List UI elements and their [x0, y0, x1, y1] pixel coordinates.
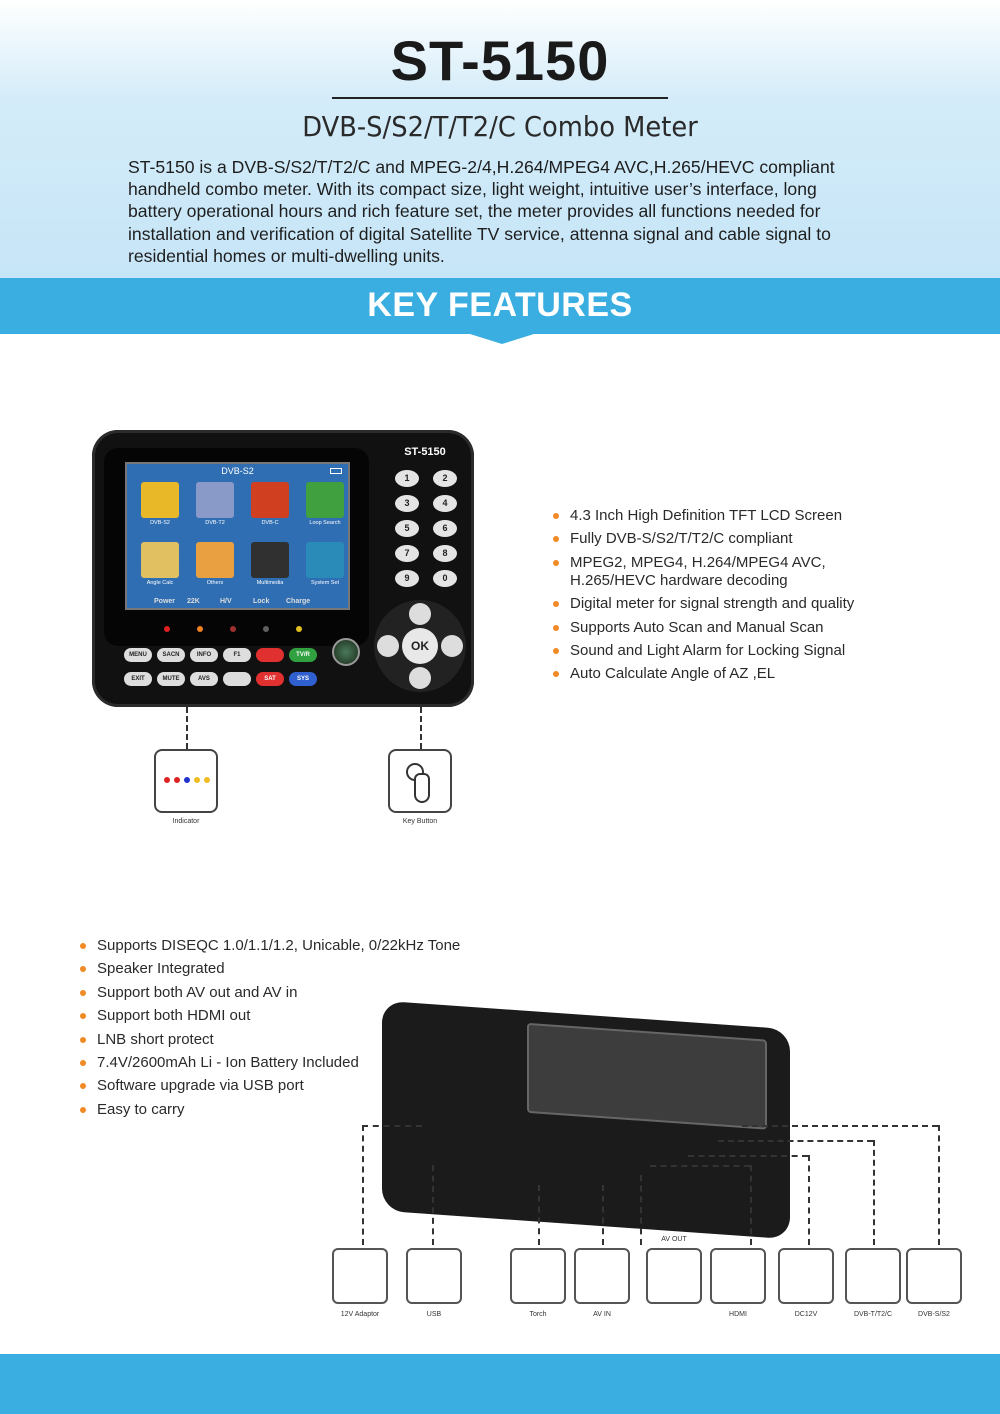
number-key: 0 [433, 570, 457, 587]
indicator-label: 22K [187, 598, 200, 605]
number-key: 3 [395, 495, 419, 512]
menu-tile-icon [196, 482, 234, 518]
menu-tile-label: DVB-S2 [150, 520, 170, 526]
function-key: SACN [157, 648, 185, 662]
menu-tile-icon [251, 482, 289, 518]
accessory-icon [778, 1248, 834, 1304]
feature-item: Supports Auto Scan and Manual Scan [553, 619, 873, 637]
connector-line [718, 1140, 873, 1142]
function-key: F1 [223, 648, 251, 662]
accessory-icon [906, 1248, 962, 1304]
led-icon [204, 777, 210, 783]
connector-line [742, 1125, 938, 1127]
connector-line [688, 1155, 808, 1157]
indicator-label: Lock [253, 598, 270, 605]
led-icon [296, 626, 302, 632]
connector-line [750, 1165, 752, 1245]
lcd-screen-side [527, 1023, 767, 1130]
meter-side-image [382, 1001, 790, 1240]
key-leader-line [420, 707, 422, 749]
led-icon [197, 626, 203, 632]
menu-tile-label: Multimedia [256, 580, 284, 586]
number-key: 7 [395, 545, 419, 562]
meter-front-image [92, 430, 474, 707]
accessory-icon [406, 1248, 462, 1304]
band-notch [470, 334, 534, 344]
key-features-heading: KEY FEATURES [367, 286, 633, 324]
function-key: INFO [190, 648, 218, 662]
menu-tile-icon [251, 542, 289, 578]
indicator-leader-line [186, 707, 188, 749]
arrow-down-icon [409, 667, 431, 689]
screen-title: DVB-S2 [221, 466, 254, 476]
accessory-icon [332, 1248, 388, 1304]
connector-line [432, 1165, 434, 1245]
menu-tile-label: Angle Calc [146, 580, 174, 586]
arrow-right-icon [441, 635, 463, 657]
number-key: 8 [433, 545, 457, 562]
title-underline [332, 97, 668, 99]
hand-icon [414, 773, 430, 803]
ok-button: OK [402, 628, 438, 664]
number-key: 5 [395, 520, 419, 537]
connector-line [938, 1125, 940, 1245]
compass-icon [332, 638, 360, 666]
accessory-icon [510, 1248, 566, 1304]
accessory-caption: AV IN [593, 1311, 611, 1318]
menu-tile-label: System Set [310, 580, 340, 586]
function-key [256, 648, 284, 662]
feature-item: MPEG2, MPEG4, H.264/MPEG4 AVC, H.265/HEVC hardware decoding [553, 554, 873, 590]
accessory-caption: DVB-S/S2 [918, 1311, 950, 1318]
connector-line [362, 1125, 364, 1245]
connector-line [362, 1125, 422, 1127]
accessory-caption: HDMI [729, 1311, 747, 1318]
indicator-label: H/V [220, 598, 232, 605]
connector-line [602, 1185, 604, 1245]
feature-item: Support both AV out and AV in [80, 984, 500, 1002]
number-key: 1 [395, 470, 419, 487]
feature-item: Auto Calculate Angle of AZ ,EL [553, 665, 873, 683]
accessory-caption: AV OUT [661, 1236, 687, 1243]
feature-item: 4.3 Inch High Definition TFT LCD Screen [553, 507, 873, 525]
function-key: SYS [289, 672, 317, 686]
accessory-icon [574, 1248, 630, 1304]
led-icon [164, 626, 170, 632]
function-key: TV/R [289, 648, 317, 662]
accessory-caption: DVB-T/T2/C [853, 1311, 893, 1318]
device-name: ST-5150 [404, 446, 446, 458]
menu-tile-label: DVB-C [261, 520, 279, 526]
feature-item: Sound and Light Alarm for Locking Signal [553, 642, 873, 660]
menu-tile-icon [141, 482, 179, 518]
indicator-caption: Indicator [172, 818, 200, 825]
intro-paragraph: ST-5150 is a DVB-S/S2/T/T2/C and MPEG-2/4,H.264/MPEG4 AVC,H.265/HEVC compliant handheld combo meter. With its compact size, light weight, intuitive user’s interface, long battery operational hours and rich feature set, the meter provides all functions needed for installation and verification of digital Satellite TV service, attenna signal and cable signal to residential homes or multi-dwelling units. [128, 157, 835, 266]
page-title: ST-5150 [390, 29, 610, 92]
connector-line [538, 1185, 540, 1245]
key-button-caption: Key Button [402, 818, 438, 825]
key-button-callout [388, 749, 452, 813]
accessory-caption: USB [426, 1311, 442, 1318]
function-key: EXIT [124, 672, 152, 686]
feature-item: Support both HDMI out [80, 1007, 500, 1025]
menu-tile-icon [306, 482, 344, 518]
footer-band [0, 1354, 1000, 1414]
function-key: AVS [190, 672, 218, 686]
lcd-screen [125, 462, 350, 610]
number-key: 4 [433, 495, 457, 512]
led-icon [230, 626, 236, 632]
connector-line [873, 1140, 875, 1245]
menu-tile-icon [306, 542, 344, 578]
page-subtitle: DVB-S/S2/T/T2/C Combo Meter [302, 110, 698, 143]
feature-item: Fully DVB-S/S2/T/T2/C compliant [553, 530, 873, 548]
led-icon [184, 777, 190, 783]
dpad [374, 600, 466, 692]
accessory-icon [646, 1248, 702, 1304]
menu-tile-label: DVB-T2 [205, 520, 225, 526]
arrow-left-icon [377, 635, 399, 657]
feature-item: Speaker Integrated [80, 960, 500, 978]
led-icon [164, 777, 170, 783]
feature-item: Software upgrade via USB port [80, 1077, 500, 1095]
accessory-caption: 12V Adaptor [340, 1311, 380, 1318]
indicator-callout [154, 749, 218, 813]
accessory-caption: Torch [529, 1311, 547, 1318]
number-key: 9 [395, 570, 419, 587]
menu-tile-icon [196, 542, 234, 578]
number-key: 6 [433, 520, 457, 537]
accessory-icon [845, 1248, 901, 1304]
menu-tile-label: Others [206, 580, 224, 586]
led-icon [174, 777, 180, 783]
feature-item: Digital meter for signal strength and quality [553, 595, 873, 613]
indicator-label: Charge [286, 598, 311, 605]
menu-tile-label: Loop Search [309, 520, 341, 526]
accessory-caption: DC12V [794, 1311, 818, 1318]
led-icon [194, 777, 200, 783]
indicator-label: Power [154, 598, 176, 605]
function-key: MENU [124, 648, 152, 662]
feature-item: LNB short protect [80, 1031, 500, 1049]
function-key [223, 672, 251, 686]
connector-line [640, 1175, 642, 1245]
feature-item: Easy to carry [80, 1101, 500, 1119]
function-key: SAT [256, 672, 284, 686]
feature-item: 7.4V/2600mAh Li - Ion Battery Included [80, 1054, 500, 1072]
accessory-icon [710, 1248, 766, 1304]
led-icon [263, 626, 269, 632]
number-key: 2 [433, 470, 457, 487]
menu-tile-icon [141, 542, 179, 578]
feature-item: Supports DISEQC 1.0/1.1/1.2, Unicable, 0/22kHz Tone [80, 937, 500, 955]
top-feature-list [553, 507, 873, 689]
connector-line [650, 1165, 750, 1167]
arrow-up-icon [409, 603, 431, 625]
battery-icon [330, 468, 342, 474]
function-key: MUTE [157, 672, 185, 686]
connector-line [808, 1155, 810, 1245]
